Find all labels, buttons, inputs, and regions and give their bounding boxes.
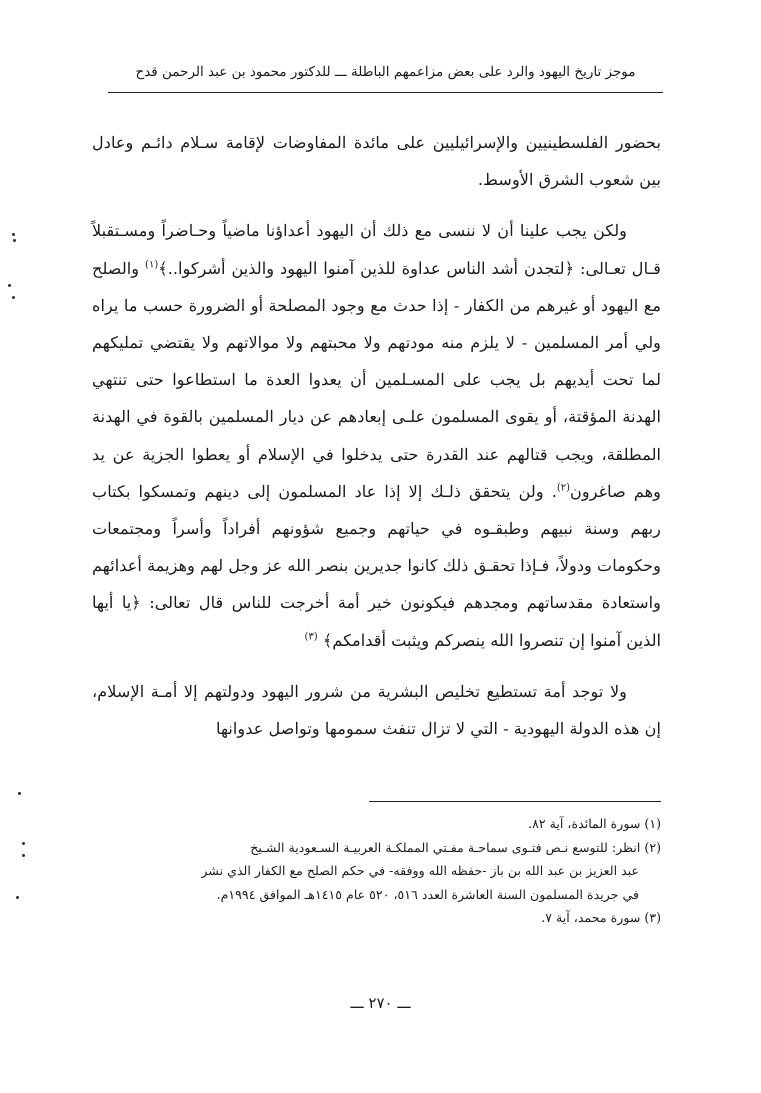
main-text [92,124,661,747]
footnote-ref-1[interactable]: (١) [145,259,159,271]
margin-speck [12,296,15,299]
paragraph-2-text-b: والصلح مع اليهود أو غيرهم من الكفار - إذا حدث مع وجود المصلحة أو الضرورة حسب ما يراه ولي أمر المسلمين - لا يلزم منه مودتهم ولا محبتهم ولا موالاتهم ولا يقتضي تمليكهم لما تحت أيديهم بل يجب على المسـلمين أن يعدوا العدة ما استطاعوا حتى تنتهي الهدنة المؤقتة، أو يقوى المسلمون علـى إبعادهم عن ديار المسلمين بالقوة في الهدنة المطلقة، ويجب قتالهم عند القدرة حتى يدخلوا في الإسلام أو يعطوا الجزية عن يد وهم صاغرون [92,258,661,501]
margin-speck [13,239,16,242]
header-divider [108,92,663,93]
margin-speck [8,284,11,287]
quran-verse-1: ﴿لتجدن أشد الناس عداوة للذين آمنوا اليهود والذين أشركوا..﴾ [158,258,575,278]
footnote-ref-3[interactable]: (٣) [304,631,318,643]
footnote-2-line-2: عبد العزيز بن عبد الله بن باز -حفظه الله ووفقه- في حكم الصلح مع الكفار الذي نشر [201,863,639,878]
paragraph-2-text-c: . ولن يتحقق ذلـك إلا إذا عاد المسلمون إلى دينهم وتمسكوا بكتاب ربهم وسنة نبيهم وطبقـوه في حياتهم وجميع شؤونهم أفراداً وأسراً ومجتمعات وحكومات ودولاً، فـإذا تحقـق ذلك كانوا جديرين بنصر الله عز وجل لهم وهزيمة أعدائهم واستعادة مقدساتهم ومجدهم فيكونون خير أمة أخرجت للناس قال تعالى: [92,481,661,613]
footnotes [92,812,661,930]
footnote-3: (٣) سورة محمد، آية ٧. [541,910,661,925]
running-header: موجز تاريخ اليهود والرد على بعض مزاعمهم الباطلة ـــ للدكتور محمود بن عبد الرحمن قدح [135,64,636,80]
paragraph-gap [92,198,661,212]
paragraph-2 [92,212,661,658]
quran-verse-2: ﴿يا أيها الذين آمنوا إن تنصروا الله ينصركم ويثبت أقدامكم﴾ [92,593,661,650]
margin-speck [22,854,25,857]
margin-speck [18,792,21,795]
paragraph-3: ولا توجد أمة تستطيع تخليص البشرية من شرور اليهود ودولتهم إلا أمـة الإسلام، إن هذه الدولة اليهودية - التي لا تزال تنفث سمومها وتواصل عدوانها [92,681,661,739]
paragraph-2-text-a: ولكن يجب علينا أن لا ننسى مع ذلك أن اليهود أعداؤنا ماضياً وحـاضراً ومسـتقبلاً قـال تعـالى: [92,221,661,278]
footnote-2-line-1: (٢) انظر: للتوسع نـص فتـوى سماحـة مفـتي المملكـة العربيـة السـعودية الشـيخ [250,839,661,855]
footnote-1: (١) سورة المائدة، آية ٨٢. [528,816,661,831]
margin-speck [16,896,19,899]
margin-speck [12,233,15,236]
footnote-2-line-3: في جريدة المسلمون السنة العاشرة العدد ٥١٦، ٥٢٠ عام ١٤١٥هـ الموافق ١٩٩٤م. [216,886,639,902]
paragraph-1: بحضور الفلسطينيين والإسرائيليين على مائدة المفاوضات لإقامة سـلام دائـم وعادل بين شعوب الشرق الأوسط. [92,133,661,190]
paragraph-gap [92,659,661,673]
footnote-ref-2[interactable]: (٢) [556,482,571,494]
margin-speck [22,842,25,845]
page-number: ـــ ٢٧٠ ـــ [350,994,411,1012]
footnote-divider [369,801,661,802]
